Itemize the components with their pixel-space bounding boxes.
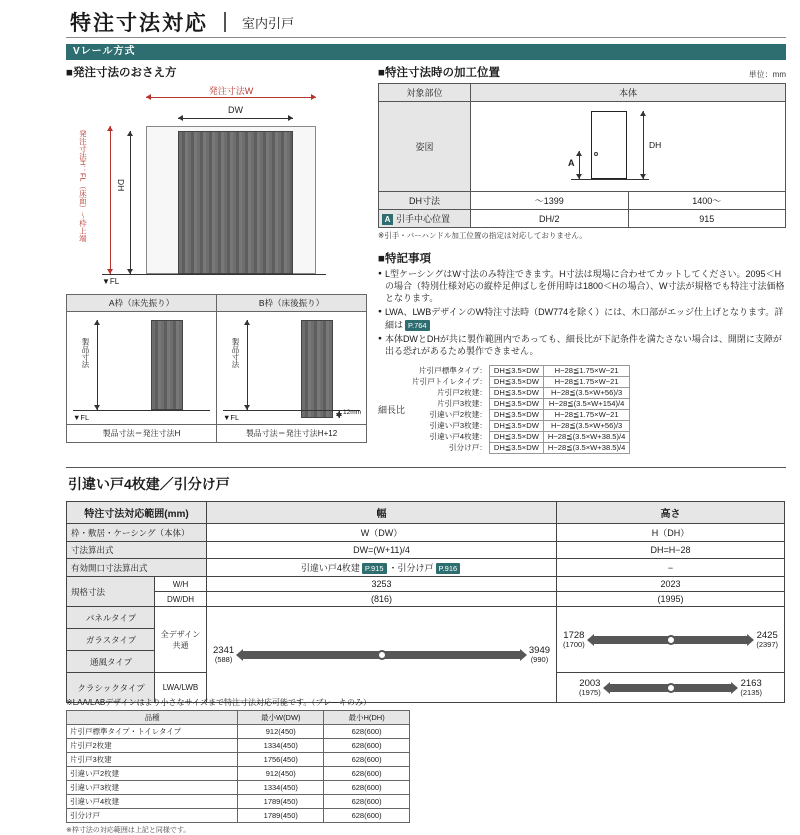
note-bullet-2 <box>378 306 786 330</box>
row-header-handle-center <box>379 210 471 228</box>
frame-type-figures <box>66 294 367 443</box>
page-subtitle: 室内引戸 <box>242 15 295 31</box>
table-row <box>67 542 785 559</box>
height-range-bar <box>557 631 784 649</box>
offset-dim-line <box>339 411 340 418</box>
processing-table <box>378 83 786 228</box>
fl-label: ▼FL <box>73 413 90 422</box>
dim-label-a: A <box>568 158 575 168</box>
note-bullet-1 <box>378 268 786 304</box>
range-min-label <box>563 631 585 649</box>
range-max-label <box>740 679 762 697</box>
range-max-sub: (2135) <box>740 687 763 697</box>
table-row <box>67 592 785 607</box>
table-row <box>67 607 785 629</box>
range-bar <box>610 684 732 692</box>
width-range-cell <box>207 607 557 703</box>
table-row <box>67 559 785 577</box>
dim-label-order-w: 発注寸法W <box>208 86 254 96</box>
fl-label: ▼FL <box>102 277 120 286</box>
table-row: 片引戸標準タイプ・トイレタイプ 912(450) 628(600) <box>67 725 410 739</box>
col-header-body: 本体 <box>471 84 786 102</box>
col-header-width: 幅 <box>207 502 557 524</box>
table-row: 引違い戸4枚建： DH≦3.5×DW H−28≦(3.5×W+38.5)/4 <box>412 431 630 442</box>
floor-line <box>102 274 326 275</box>
range-bar <box>594 636 748 644</box>
row-header-figure: 姿図 <box>379 102 471 192</box>
order-method-heading: ■発注寸法のおさえ方 <box>66 67 177 79</box>
cell-design-classic: LWA/LWB <box>155 673 207 703</box>
classic-height-range-bar <box>557 679 784 697</box>
unit-label: 単位：mm <box>748 70 786 79</box>
product-dim-label: 製品寸法 <box>231 338 240 368</box>
slenderness-table <box>412 365 630 454</box>
table-row: 引分け戸 1789(450) 628(600) <box>67 809 410 823</box>
col-header-part: 対象部位 <box>379 84 471 102</box>
product-dim-line <box>247 320 248 410</box>
row-header-vent-type: 通風タイプ <box>67 651 155 673</box>
range-max-sub: (990) <box>530 654 549 664</box>
cell-formula-h: DH=H−28 <box>557 542 785 559</box>
range-max-value: 2163 <box>740 677 762 689</box>
dim-line-dw <box>178 118 293 119</box>
min-size-section <box>66 697 496 835</box>
range-dot-icon <box>666 635 676 645</box>
page-title: 特注寸法対応 <box>70 12 208 35</box>
row-header-opening: 有効開口寸法算出式 <box>67 559 207 577</box>
product-dim-line <box>97 320 98 410</box>
col-header-min-h: 最小H(DH) <box>324 711 410 725</box>
table-row: 片引戸2枚建： DH≦3.5×DW H−28≦(3.5×W+56)/3 <box>412 387 630 398</box>
dim-label-order-h: 発注寸法H：FL（床面）〜枠上端 <box>78 130 88 242</box>
bullet-marker: ● <box>378 334 382 342</box>
row-header-glass-type: ガラスタイプ <box>67 629 155 651</box>
row-header-standard: 規格寸法 <box>67 577 155 607</box>
page-ref-badge: P.915 <box>362 563 387 574</box>
cell-formula-w: DW=(W+11)/4 <box>207 542 557 559</box>
table-row: 引違い戸3枚建： DH≦3.5×DW H−28≦(3.5×W+56)/3 <box>412 420 630 431</box>
table-row: 片引戸3枚建 1756(450) 628(600) <box>67 753 410 767</box>
range-dot-icon <box>377 650 387 660</box>
sub-header-wh: W/H <box>155 577 207 592</box>
door-panel <box>301 320 333 418</box>
row-header-dh: DH寸法 <box>379 192 471 210</box>
spec-section <box>66 467 786 703</box>
cell-standard-h: 2023 <box>557 577 785 592</box>
classic-height-range-cell <box>557 673 785 703</box>
special-notes-heading: ■特記事項 <box>378 253 431 265</box>
note-text-1: L型ケーシングはW寸法のみ特注できます。H寸法は現場に合わせてカットしてください。2095＜Hの場合（特別仕様対応の縦枠足伸ばしを併用時は1800＜Hの場合）、W寸法が規格でも特注寸法価格となります。 <box>384 269 785 304</box>
dim-label-dw: DW <box>228 105 243 115</box>
range-max-label <box>756 631 778 649</box>
cell-dh-range-1: 〜1399 <box>471 192 629 210</box>
row-header-body: 枠・敷居・ケーシング（本体） <box>67 524 207 542</box>
range-max-label <box>529 646 550 664</box>
range-max-sub: (2397) <box>756 639 779 649</box>
note-text-2-body: LWA、LWBデザインのW特注寸法時（DW774を除く）には、木口部がエッジ仕上げとなります。詳細は <box>384 307 784 330</box>
col-header-kind: 品種 <box>67 711 238 725</box>
min-size-footnote: ※枠寸法の対応範囲は上記と同様です。 <box>66 827 191 834</box>
cell-dh-range-2: 1400〜 <box>628 192 786 210</box>
table-row: 引違い戸2枚建 912(450) 628(600) <box>67 767 410 781</box>
min-size-note: ※LAA/LABデザインはより小さなサイズまで特注寸法対応可能です。（ブレーキのみ） <box>66 698 372 707</box>
col-header-min-w: 最小W(DW) <box>238 711 324 725</box>
floor-line <box>571 179 649 180</box>
page-ref-badge: P.916 <box>436 563 461 574</box>
range-max-value: 2425 <box>756 629 778 641</box>
door-panel <box>151 320 183 410</box>
cell-opening-w <box>207 559 557 577</box>
frame-b-title: B枠（床後振り） <box>217 295 366 312</box>
note-bullet-3 <box>378 333 786 357</box>
dim-line-a <box>579 151 580 179</box>
row-header-classic-type: クラシックタイプ <box>67 673 155 703</box>
rail-method-bar: Vレール方式 <box>66 44 786 60</box>
slenderness-block <box>378 365 786 454</box>
cell-handle-center-1: DH/2 <box>471 210 629 228</box>
cell-standard-dw: (816) <box>207 592 557 607</box>
table-row: 引違い戸4枚建 1789(450) 628(600) <box>67 795 410 809</box>
handle-center-label: 引手中心位置 <box>396 214 451 224</box>
a-badge: A <box>382 214 393 225</box>
range-min-label <box>213 646 234 664</box>
door-elevation-figure <box>471 102 786 192</box>
bullet-marker: ● <box>378 308 382 316</box>
floor-line <box>73 410 210 411</box>
table-row <box>67 711 410 725</box>
range-dot-icon <box>666 683 676 693</box>
order-method-section <box>66 64 368 296</box>
bullet-marker: ● <box>378 270 382 277</box>
range-min-label <box>579 679 601 697</box>
row-header-formula: 寸法算出式 <box>67 542 207 559</box>
table-row: 引違い戸3枚建 1334(450) 628(600) <box>67 781 410 795</box>
slenderness-label: 細長比 <box>378 404 406 415</box>
processing-heading: ■特注寸法時の加工位置 <box>378 67 500 79</box>
offset-label: 12mm <box>343 409 362 416</box>
table-row: 片引戸2枚建 1334(450) 628(600) <box>67 739 410 753</box>
dim-line-order-h <box>110 126 111 274</box>
cell-standard-w: 3253 <box>207 577 557 592</box>
opening-text-2: ・引分け戸 <box>388 563 434 573</box>
range-min-value: 2341 <box>213 644 235 656</box>
product-dim-label: 製品寸法 <box>81 338 90 368</box>
opening-text-1: 引違い戸4枚建 <box>300 563 360 573</box>
table-row <box>67 524 785 542</box>
cell-handle-center-2: 915 <box>628 210 786 228</box>
table-row <box>67 502 785 524</box>
table-row: 片引戸3枚建： DH≦3.5×DW H−28≦(3.5×W+154)/4 <box>412 398 630 409</box>
cell-standard-dh: (1995) <box>557 592 785 607</box>
processing-note: ※引手・バーハンドル加工位置の指定は対応しておりません。 <box>378 231 587 240</box>
door-panel <box>178 131 293 274</box>
table-row <box>67 577 785 592</box>
cell-body-h: H（DH） <box>557 524 785 542</box>
cell-design-all: 全デザイン共通 <box>155 607 207 673</box>
row-header-panel-type: パネルタイプ <box>67 607 155 629</box>
frame-a-box <box>66 294 217 443</box>
frame-b-formula: 製品寸法＝発注寸法H+12 <box>217 424 366 442</box>
spec-section-title: 引違い戸4枚建／引分け戸 <box>68 476 230 492</box>
dim-label-dh: DH <box>116 179 126 192</box>
dim-line-order-w <box>146 97 316 98</box>
col-header-range: 特注寸法対応範囲(mm) <box>67 502 207 524</box>
spec-table <box>66 501 785 703</box>
page-header <box>70 7 294 37</box>
width-range-bar <box>207 646 556 664</box>
note-text-3: 本体DWとDHが共に製作範囲内であっても、細長比が下記条件を満たさない場合は、開閉に支障が出る恐れがあるため製作できません。 <box>384 333 782 356</box>
cell-opening-h: − <box>557 559 785 577</box>
range-max-value: 3949 <box>528 644 551 656</box>
range-min-sub: (1975) <box>579 687 601 697</box>
dim-label-dh: DH <box>649 140 662 150</box>
processing-header <box>378 64 786 80</box>
dim-line-dh <box>643 111 644 179</box>
dim-line-dh <box>130 131 131 274</box>
note-text-2 <box>385 306 786 330</box>
range-min-value: 2003 <box>579 677 601 689</box>
table-row: 引分け戸： DH≦3.5×DW H−28≦(3.5×W+38.5)/4 <box>412 442 630 453</box>
range-min-value: 1728 <box>563 629 585 641</box>
height-range-cell <box>557 607 785 673</box>
frame-a-title: A枠（床先振り） <box>67 295 216 312</box>
page-ref-badge: P.764 <box>405 320 430 331</box>
frame-b-box <box>216 294 367 443</box>
fl-label: ▼FL <box>223 413 240 422</box>
frame-b-figure <box>217 312 366 424</box>
cell-body-w: W（DW） <box>207 524 557 542</box>
min-size-table <box>66 710 410 823</box>
door-outline <box>591 111 627 179</box>
header-rule <box>66 37 786 38</box>
processing-section <box>378 64 786 454</box>
col-header-height: 高さ <box>557 502 785 524</box>
table-row: 片引戸標準タイプ： DH≦3.5×DW H−28≦1.75×W−21 <box>412 365 630 376</box>
table-row: 引違い戸2枚建： DH≦3.5×DW H−28≦1.75×W−21 <box>412 409 630 420</box>
frame-a-figure <box>67 312 216 424</box>
title-divider <box>224 12 226 32</box>
range-min-sub: (1700) <box>563 639 585 649</box>
table-row: 片引戸トイレタイプ： DH≦3.5×DW H−28≦1.75×W−21 <box>412 376 630 387</box>
handle-icon <box>594 152 598 156</box>
sub-header-dwdh: DW/DH <box>155 592 207 607</box>
frame-a-formula: 製品寸法＝発注寸法H <box>67 424 216 442</box>
range-bar <box>243 651 520 659</box>
range-min-sub: (588) <box>214 654 233 664</box>
order-dimension-diagram <box>66 84 368 296</box>
